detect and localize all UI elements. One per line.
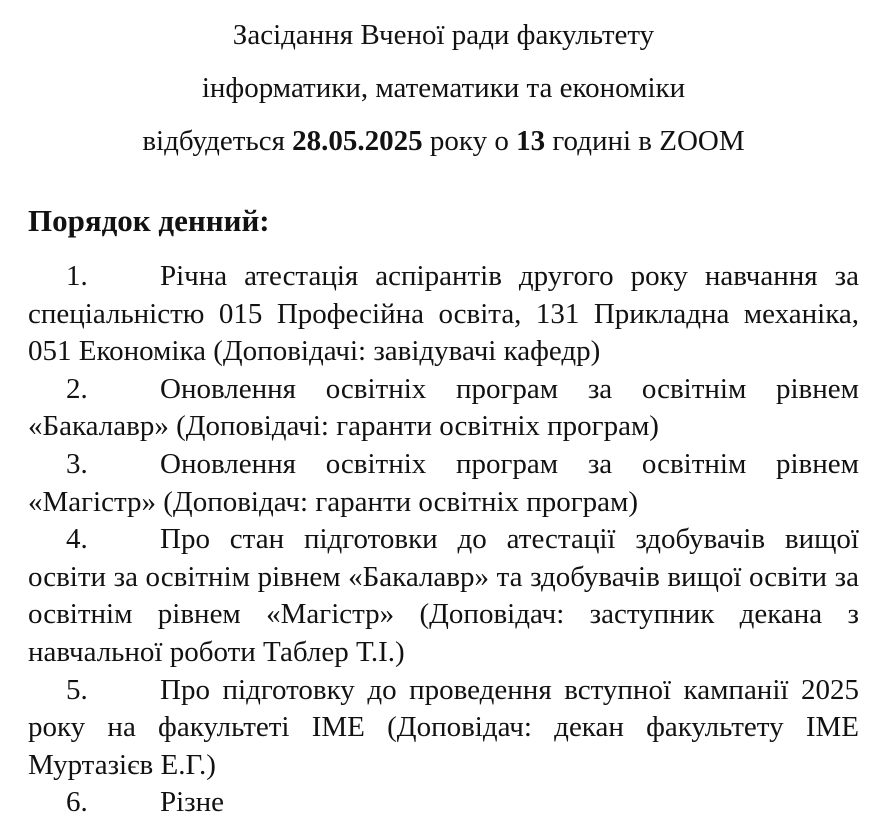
agenda-item-number: 4. (66, 523, 88, 556)
header-segment: відбудеться (142, 125, 293, 157)
agenda-item (28, 672, 859, 785)
header-bold-segment: 28.05.2025 (292, 125, 423, 157)
agenda-item-number: 3. (66, 447, 88, 480)
agenda-item (28, 446, 859, 521)
agenda-item (28, 784, 859, 822)
agenda-item-number: 2. (66, 372, 88, 405)
agenda-list (28, 258, 859, 822)
agenda-item-text: Про підготовку до проведення вступної кампанії 2025 року на факультеті ІМЕ (Доповідач: декан факультету ІМЕ Муртазієв Е.Г.) (28, 673, 859, 781)
agenda-item-text: Оновлення освітніх програм за освітнім рівнем «Бакалавр» (Доповідачі: гаранти освітніх програм) (28, 372, 859, 443)
agenda-item-text: Про стан підготовки до атестації здобувачів вищої освіти за освітнім рівнем «Бакалавр» та здобувачів вищої освіти за освітнім рівнем «Магістр» (Доповідач: заступник декана з навчальної роботи Таблер Т.І.) (28, 523, 859, 668)
agenda-item-number: 6. (66, 786, 88, 819)
header-segment: годині в ZOOM (545, 125, 745, 157)
header-line-3 (28, 115, 859, 168)
header-line-2: інформатики, математики та економіки (201, 72, 686, 104)
agenda-item (28, 371, 859, 446)
agenda-item-text: Річна атестація аспірантів другого року навчання за спеціальністю 015 Професійна освіта, 131 Прикладна механіка, 051 Економіка (Доповідачі: завідувачі кафедр) (28, 260, 859, 368)
agenda-item-text: Оновлення освітніх програм за освітнім рівнем «Магістр» (Доповідач: гаранти освітніх програм) (28, 447, 859, 518)
agenda-item-number: 5. (66, 673, 88, 706)
agenda-item-number: 1. (66, 260, 88, 292)
agenda-item (28, 258, 859, 371)
header-segment: року о (422, 125, 517, 157)
header-line-1: Засідання Вченої ради факультету (232, 19, 655, 51)
agenda-item (28, 521, 859, 671)
agenda-item-text: Різне (160, 786, 225, 819)
header-bold-segment: 13 (516, 125, 546, 157)
agenda-heading: Порядок денний: (28, 203, 270, 238)
